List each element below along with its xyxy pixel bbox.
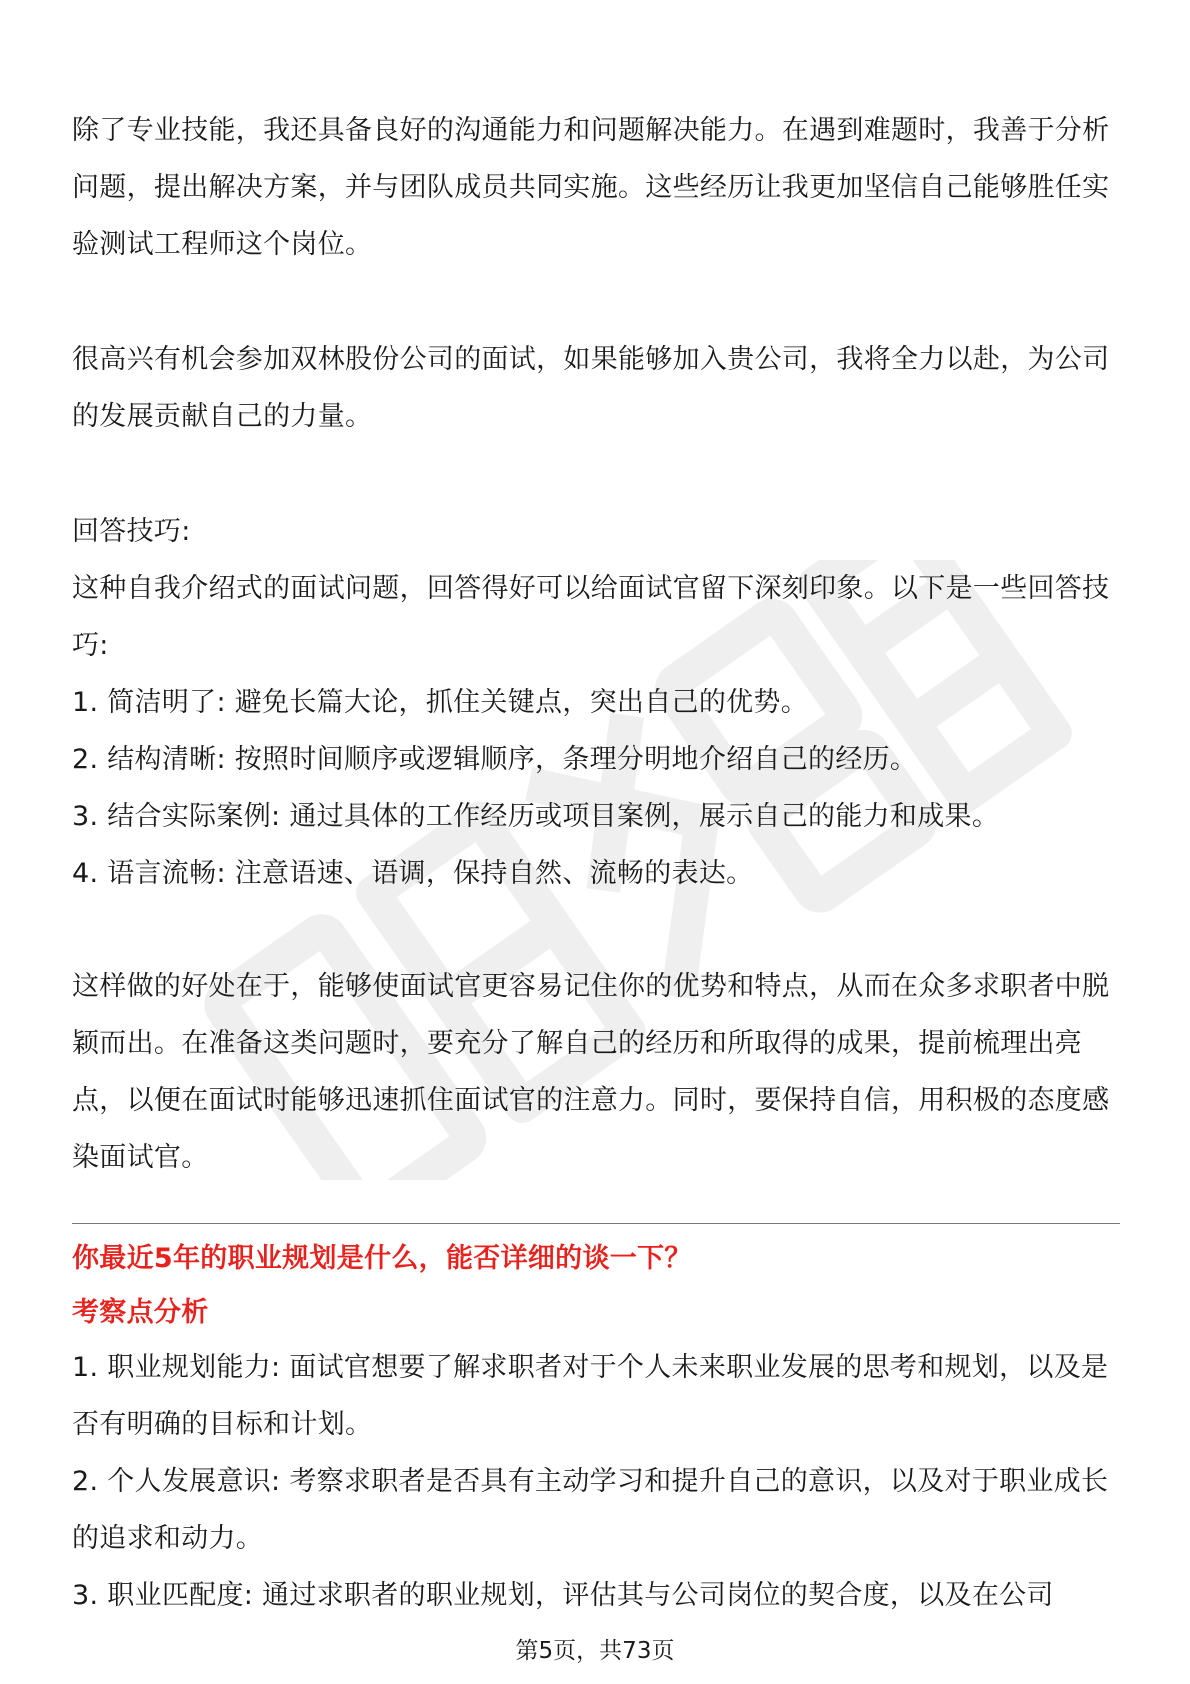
tips-title: 回答技巧: (72, 516, 191, 547)
question-section (72, 1230, 1118, 1624)
paragraph-spacer (72, 273, 1118, 331)
tip-item: 4. 语言流畅: 注意语速、语调，保持自然、流畅的表达。 (72, 858, 754, 889)
section-divider (72, 1223, 1120, 1224)
tip-item: 1. 简洁明了: 避免长篇大论，抓住关键点，突出自己的优势。 (72, 687, 809, 718)
paragraph-spacer (72, 445, 1118, 503)
analysis-point: 3. 职业匹配度: 通过求职者的职业规划，评估其与公司岗位的契合度，以及在公司 (72, 1580, 1054, 1611)
tip-item: 3. 结合实际案例: 通过具体的工作经历或项目案例，展示自己的能力和成果。 (72, 801, 1000, 832)
analysis-heading: 考察点分析 (72, 1297, 209, 1328)
tip-item: 2. 结构清晰: 按照时间顺序或逻辑顺序，条理分明地介绍自己的经历。 (72, 744, 918, 775)
paragraph-skills: 除了专业技能，我还具备良好的沟通能力和问题解决能力。在遇到难题时，我善于分析问题，提出解决方案，并与团队成员共同实施。这些经历让我更加坚信自己能够胜任实验测试工程师这个岗位。 (72, 115, 1110, 260)
analysis-point: 2. 个人发展意识: 考察求职者是否具有主动学习和提升自己的意识，以及对于职业成长的追求和动力。 (72, 1466, 1109, 1554)
paragraph-closing-statement: 很高兴有机会参加双林股份公司的面试，如果能够加入贵公司，我将全力以赴，为公司的发展贡献自己的力量。 (72, 344, 1110, 432)
paragraph-spacer (72, 902, 1118, 958)
main-content (72, 102, 1118, 1186)
page-number: 第5页，共73页 (515, 1638, 675, 1664)
question-title: 你最近5年的职业规划是什么，能否详细的谈一下？ (72, 1243, 692, 1274)
analysis-point: 1. 职业规划能力: 面试官想要了解求职者对于个人未来职业发展的思考和规划，以及是否有明确的目标和计划。 (72, 1352, 1109, 1440)
tips-intro: 这种自我介绍式的面试问题，回答得好可以给面试官留下深刻印象。以下是一些回答技巧: (72, 573, 1110, 661)
paragraph-benefits: 这样做的好处在于，能够使面试官更容易记住你的优势和特点，从而在众多求职者中脱颖而出。在准备这类问题时，要充分了解自己的经历和所取得的成果，提前梳理出亮点，以便在面试时能够迅速抓住面试官的注意力。同时，要保持自信，用积极的态度感染面试官。 (72, 971, 1110, 1173)
